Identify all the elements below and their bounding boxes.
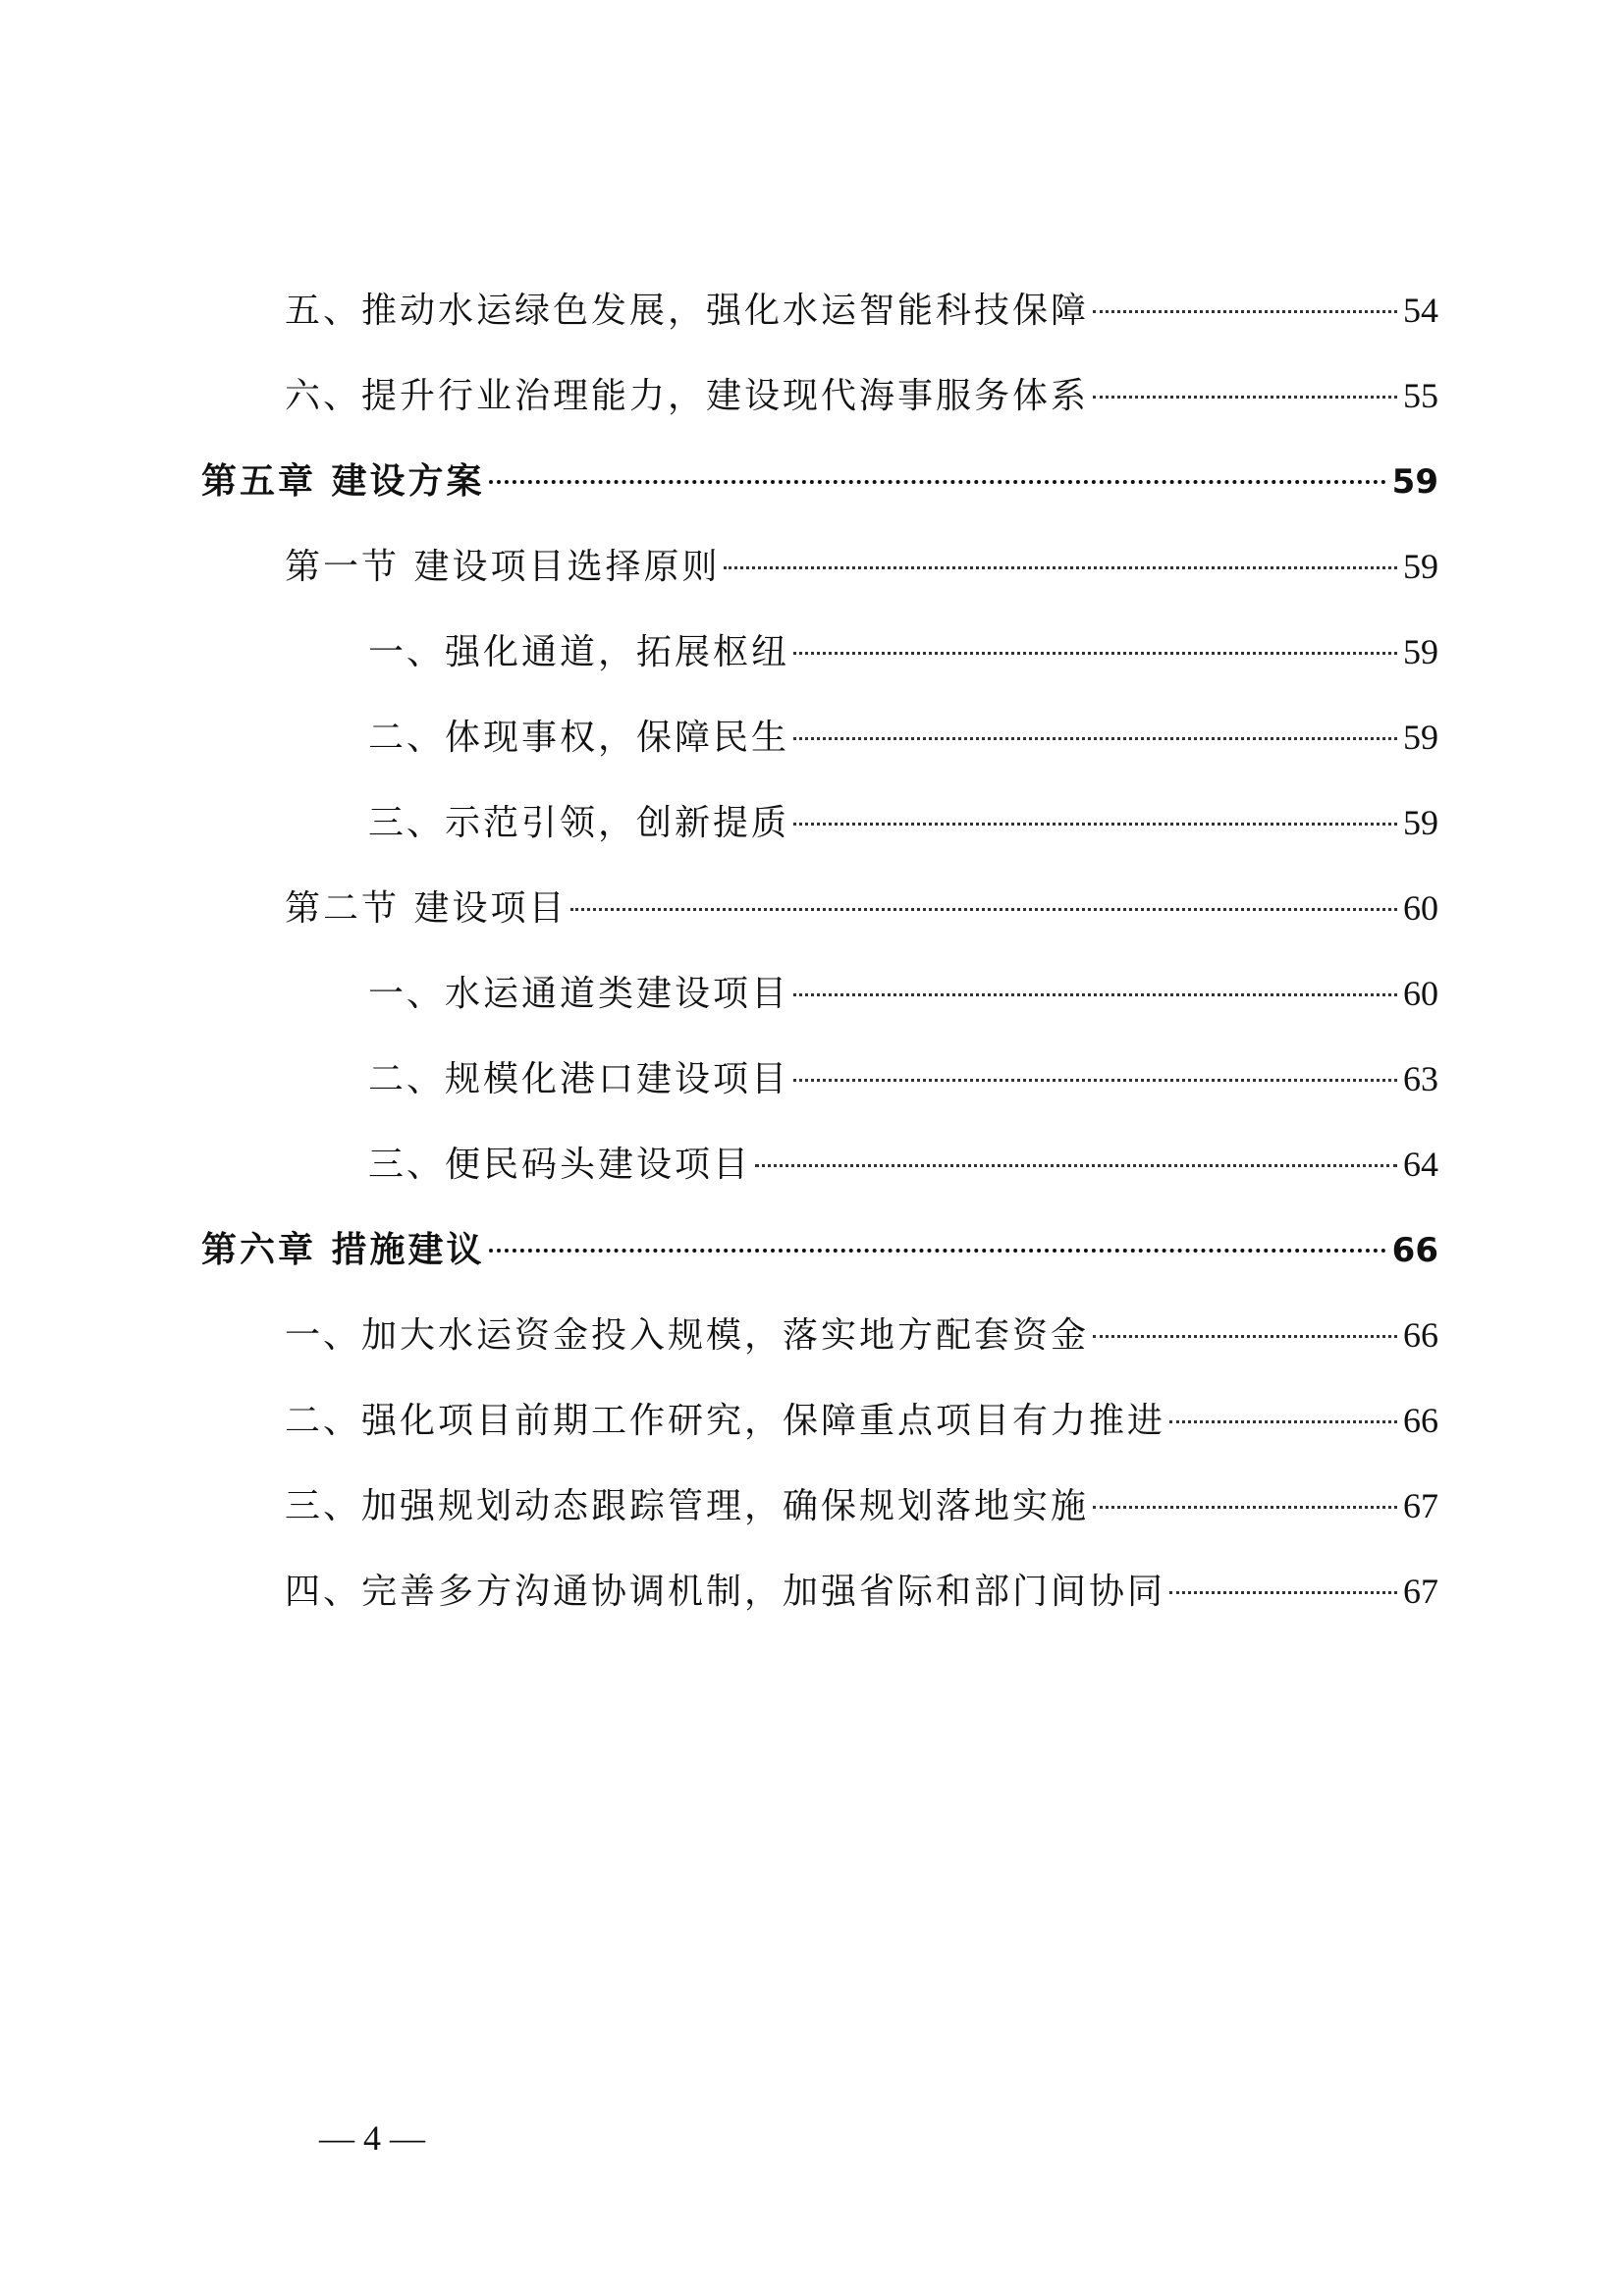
toc-entry-page: 54 bbox=[1403, 291, 1438, 330]
toc-entry bbox=[368, 793, 1438, 852]
toc-leader-dots bbox=[489, 1249, 1386, 1253]
toc-section-entry bbox=[285, 879, 1438, 937]
toc-entry-label: 二、规模化港口建设项目 bbox=[368, 1059, 790, 1099]
toc-entry-label: 四、完善多方沟通协调机制，加强省际和部门间协同 bbox=[285, 1572, 1166, 1612]
toc-entry-page: 67 bbox=[1403, 1572, 1438, 1611]
toc-entry-page: 63 bbox=[1403, 1059, 1438, 1098]
toc-entry bbox=[285, 1391, 1438, 1450]
toc-entry bbox=[368, 964, 1438, 1023]
toc-chapter-entry bbox=[201, 452, 1438, 510]
toc-entry bbox=[285, 1476, 1438, 1535]
toc-entry-page: 59 bbox=[1403, 803, 1438, 842]
toc-entry bbox=[285, 1306, 1438, 1364]
toc-leader-dots bbox=[570, 908, 1397, 911]
toc-leader-dots bbox=[724, 566, 1397, 569]
toc-entry-label: 五、推动水运绿色发展，强化水运智能科技保障 bbox=[285, 291, 1090, 331]
toc-chapter-page: 66 bbox=[1391, 1231, 1438, 1270]
toc-section-label: 第一节 建设项目选择原则 bbox=[285, 547, 721, 587]
toc-leader-dots bbox=[1169, 1420, 1397, 1423]
toc-entry bbox=[368, 1135, 1438, 1194]
toc-section-page: 60 bbox=[1403, 888, 1438, 928]
toc-entry bbox=[285, 1562, 1438, 1621]
toc-entry bbox=[368, 708, 1438, 767]
toc-section-page: 59 bbox=[1403, 547, 1438, 586]
toc-entry-label: 一、强化通道，拓展枢纽 bbox=[368, 632, 790, 672]
toc-entry-label: 三、便民码头建设项目 bbox=[368, 1145, 752, 1185]
toc-leader-dots bbox=[793, 823, 1397, 826]
toc-chapter-label: 第五章 建设方案 bbox=[201, 460, 485, 502]
toc-entry-label: 二、体现事权，保障民生 bbox=[368, 718, 790, 758]
toc-chapter-entry bbox=[201, 1220, 1438, 1279]
toc-leader-dots bbox=[793, 993, 1397, 996]
toc-leader-dots bbox=[489, 480, 1386, 484]
toc-leader-dots bbox=[793, 737, 1397, 740]
toc-entry-page: 55 bbox=[1403, 376, 1438, 415]
toc-leader-dots bbox=[1093, 1335, 1397, 1338]
toc-leader-dots bbox=[793, 652, 1397, 655]
toc-leader-dots bbox=[1093, 396, 1397, 399]
toc-entry-page: 59 bbox=[1403, 718, 1438, 757]
toc-entry-label: 一、水运通道类建设项目 bbox=[368, 974, 790, 1014]
toc-entry-label: 一、加大水运资金投入规模，落实地方配套资金 bbox=[285, 1315, 1090, 1356]
page-number-footer: — 4 — bbox=[319, 2118, 425, 2158]
toc-entry-page: 64 bbox=[1403, 1145, 1438, 1184]
toc-section-entry bbox=[285, 537, 1438, 596]
toc-entry bbox=[368, 622, 1438, 681]
toc-entry-page: 67 bbox=[1403, 1486, 1438, 1525]
toc-chapter-label: 第六章 措施建议 bbox=[201, 1229, 485, 1270]
toc-chapter-page: 59 bbox=[1391, 462, 1438, 502]
toc-leader-dots bbox=[1093, 1506, 1397, 1509]
toc-entry-label: 三、示范引领，创新提质 bbox=[368, 803, 790, 843]
toc-entry-label: 二、强化项目前期工作研究，保障重点项目有力推进 bbox=[285, 1401, 1166, 1441]
toc-entry-page: 60 bbox=[1403, 974, 1438, 1013]
toc-leader-dots bbox=[1093, 310, 1397, 313]
toc-entry bbox=[368, 1049, 1438, 1108]
toc-entry-page: 59 bbox=[1403, 632, 1438, 671]
toc-section-label: 第二节 建设项目 bbox=[285, 888, 568, 929]
toc-leader-dots bbox=[1169, 1591, 1397, 1594]
toc-entry bbox=[285, 366, 1438, 425]
toc-leader-dots bbox=[755, 1164, 1397, 1167]
toc-entry-label: 三、加强规划动态跟踪管理，确保规划落地实施 bbox=[285, 1486, 1090, 1526]
toc-leader-dots bbox=[793, 1079, 1397, 1082]
toc-entry-page: 66 bbox=[1403, 1315, 1438, 1355]
toc-entry-label: 六、提升行业治理能力，建设现代海事服务体系 bbox=[285, 376, 1090, 416]
toc-entry-page: 66 bbox=[1403, 1401, 1438, 1440]
toc-entry bbox=[285, 281, 1438, 340]
